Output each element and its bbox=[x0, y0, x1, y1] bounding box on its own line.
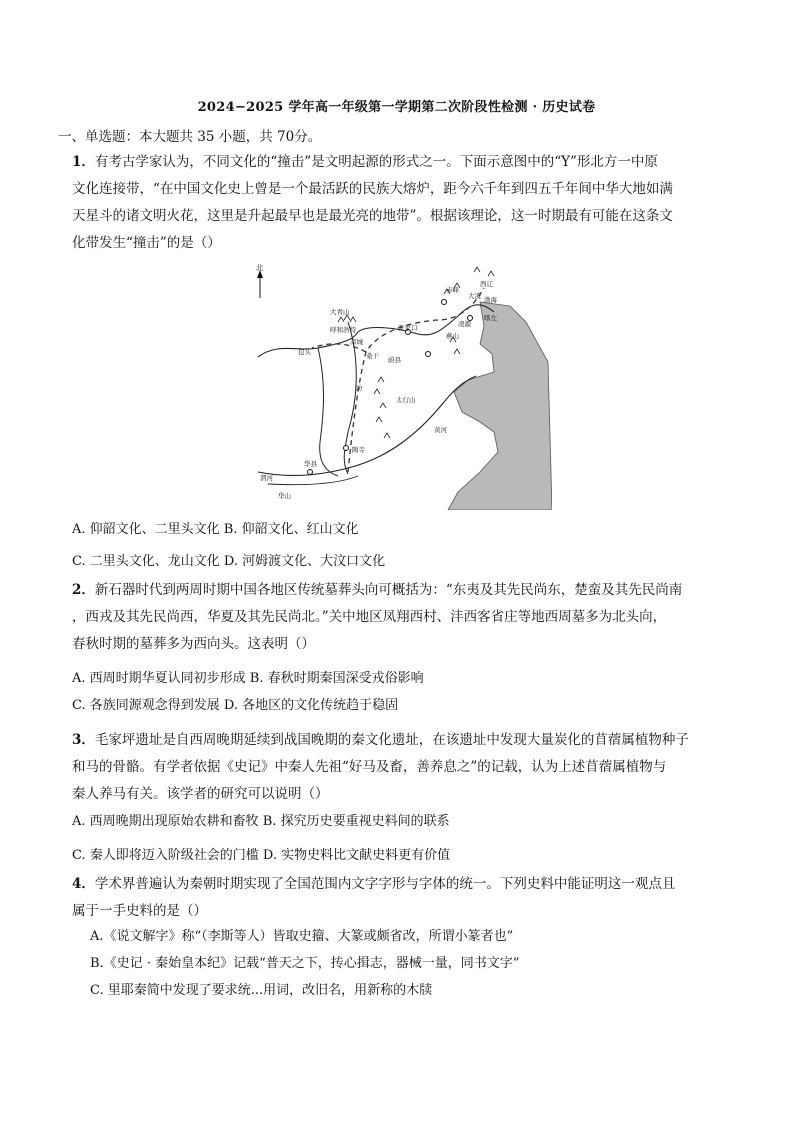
svg-text:大青山: 大青山 bbox=[330, 308, 350, 316]
q1-line-4: 化带发生“撞击”的是（） bbox=[72, 235, 221, 251]
svg-text:汾: 汾 bbox=[356, 384, 363, 392]
q2-line-2: ，西戎及其先民尚西，华夏及其先民尚北。”关中地区凤翔西村、沣西客省庄等地西周墓多为北头向， bbox=[72, 609, 667, 625]
svg-text:黄河: 黄河 bbox=[434, 426, 447, 434]
svg-text:张家口: 张家口 bbox=[398, 324, 418, 332]
q3-line-1: 3．毛家坪遗址是自西周晚期延续到战国晚期的秦文化遗址，在该遗址中发现大量炭化的苜蓿属植物种子 bbox=[72, 732, 689, 748]
svg-text:西辽: 西辽 bbox=[480, 280, 493, 288]
svg-text:赤峰: 赤峰 bbox=[446, 286, 459, 294]
q1-map bbox=[248, 262, 552, 510]
svg-text:渤海: 渤海 bbox=[484, 296, 497, 304]
svg-text:喀左: 喀左 bbox=[484, 314, 497, 322]
q2-option-ab: A. 西周时期华夏认同初步形成 B. 春秋时期秦国深受戎俗影响 bbox=[72, 671, 424, 686]
q3-line-2: 和马的骨骼。有学者依据《史记》中秦人先祖“好马及畜，善养息之”的记载，认为上述苜蓿属植物与 bbox=[72, 759, 667, 775]
q4-option-b: B.《史记 · 秦始皇本纪》记载“普天之下，抟心揖志，器械一量，同书文字” bbox=[90, 956, 520, 971]
section-heading: 一、单选题：本大题共 35 小题，共 70分。 bbox=[58, 129, 322, 145]
svg-text:华山: 华山 bbox=[278, 492, 291, 500]
q1-line-3: 天星斗的诸文明火花，这里是升起最早也是最光亮的地带”。根据该理论，这一时期最有可能在这条文 bbox=[72, 208, 673, 224]
q3-option-cd: C. 秦人即将迈入阶级社会的门槛 D. 实物史料比文献史料更有价值 bbox=[72, 848, 451, 863]
q3-option-ab: A. 西周晚期出现原始农耕和畜牧 B. 探究历史要重视史料间的联系 bbox=[72, 814, 450, 829]
q4-option-c: C. 里耶秦简中发现了要求统...用词，改旧名，用新称的木牍 bbox=[90, 983, 433, 998]
q2-line-3: 春秋时期的墓葬多为西向头。这表明（） bbox=[72, 636, 315, 652]
svg-text:凉城: 凉城 bbox=[350, 338, 363, 346]
q1-option-cd: C. 二里头文化、龙山文化 D. 河姆渡文化、大汶口文化 bbox=[72, 554, 386, 569]
q1-line-1: 1．有考古学家认为，不同文化的“撞击”是文明起源的形式之一。下面示意图中的“Y”形北方一中原 bbox=[72, 154, 658, 170]
q3-line-3: 秦人养马有关。该学者的研究可以说明（） bbox=[72, 786, 329, 802]
svg-text:包头: 包头 bbox=[298, 348, 311, 356]
svg-text:呼和浩特: 呼和浩特 bbox=[330, 326, 356, 334]
svg-text:渭河: 渭河 bbox=[260, 474, 273, 482]
q2-option-cd: C. 各族同源观念得到发展 D. 各地区的文化传统趋于稳固 bbox=[72, 698, 399, 713]
svg-text:太行山: 太行山 bbox=[396, 396, 416, 404]
svg-text:燕山: 燕山 bbox=[446, 332, 459, 340]
svg-text:华县: 华县 bbox=[304, 460, 317, 468]
svg-text:桑干: 桑干 bbox=[366, 352, 379, 360]
q4-line-2: 属于一手史料的是（） bbox=[72, 903, 207, 919]
svg-text:蔚县: 蔚县 bbox=[388, 356, 401, 364]
svg-text:凌源: 凌源 bbox=[458, 320, 471, 328]
svg-text:大凌: 大凌 bbox=[468, 292, 481, 300]
sea-area bbox=[448, 302, 552, 510]
q4-line-1: 4．学术界普遍认为秦朝时期实现了全国范围内文字字形与字体的统一。下列史料中能证明这一观点且 bbox=[72, 876, 676, 892]
q1-line-2: 文化连接带，“在中国文化史上曾是一个最活跃的民族大熔炉，距今六千年到四五千年间中华大地如满 bbox=[72, 181, 673, 197]
q1-option-ab: A. 仰韶文化、二里头文化 B. 仰韶文化、红山文化 bbox=[72, 522, 359, 537]
exam-title: 2024−2025 学年高一年级第一学期第二次阶段性检测 · 历史试卷 bbox=[197, 100, 596, 115]
svg-text:陶寺: 陶寺 bbox=[352, 446, 365, 454]
q4-option-a: A.《说文解字》称“（李斯等人）皆取史籀、大篆或颇省改，所谓小篆者也” bbox=[90, 929, 514, 944]
q2-line-1: 2．新石器时代到两周时期中国各地区传统墓葬头向可概括为：“东夷及其先民尚东，楚蛮及其先民尚南 bbox=[72, 582, 683, 598]
north-label: 北 bbox=[256, 264, 263, 272]
